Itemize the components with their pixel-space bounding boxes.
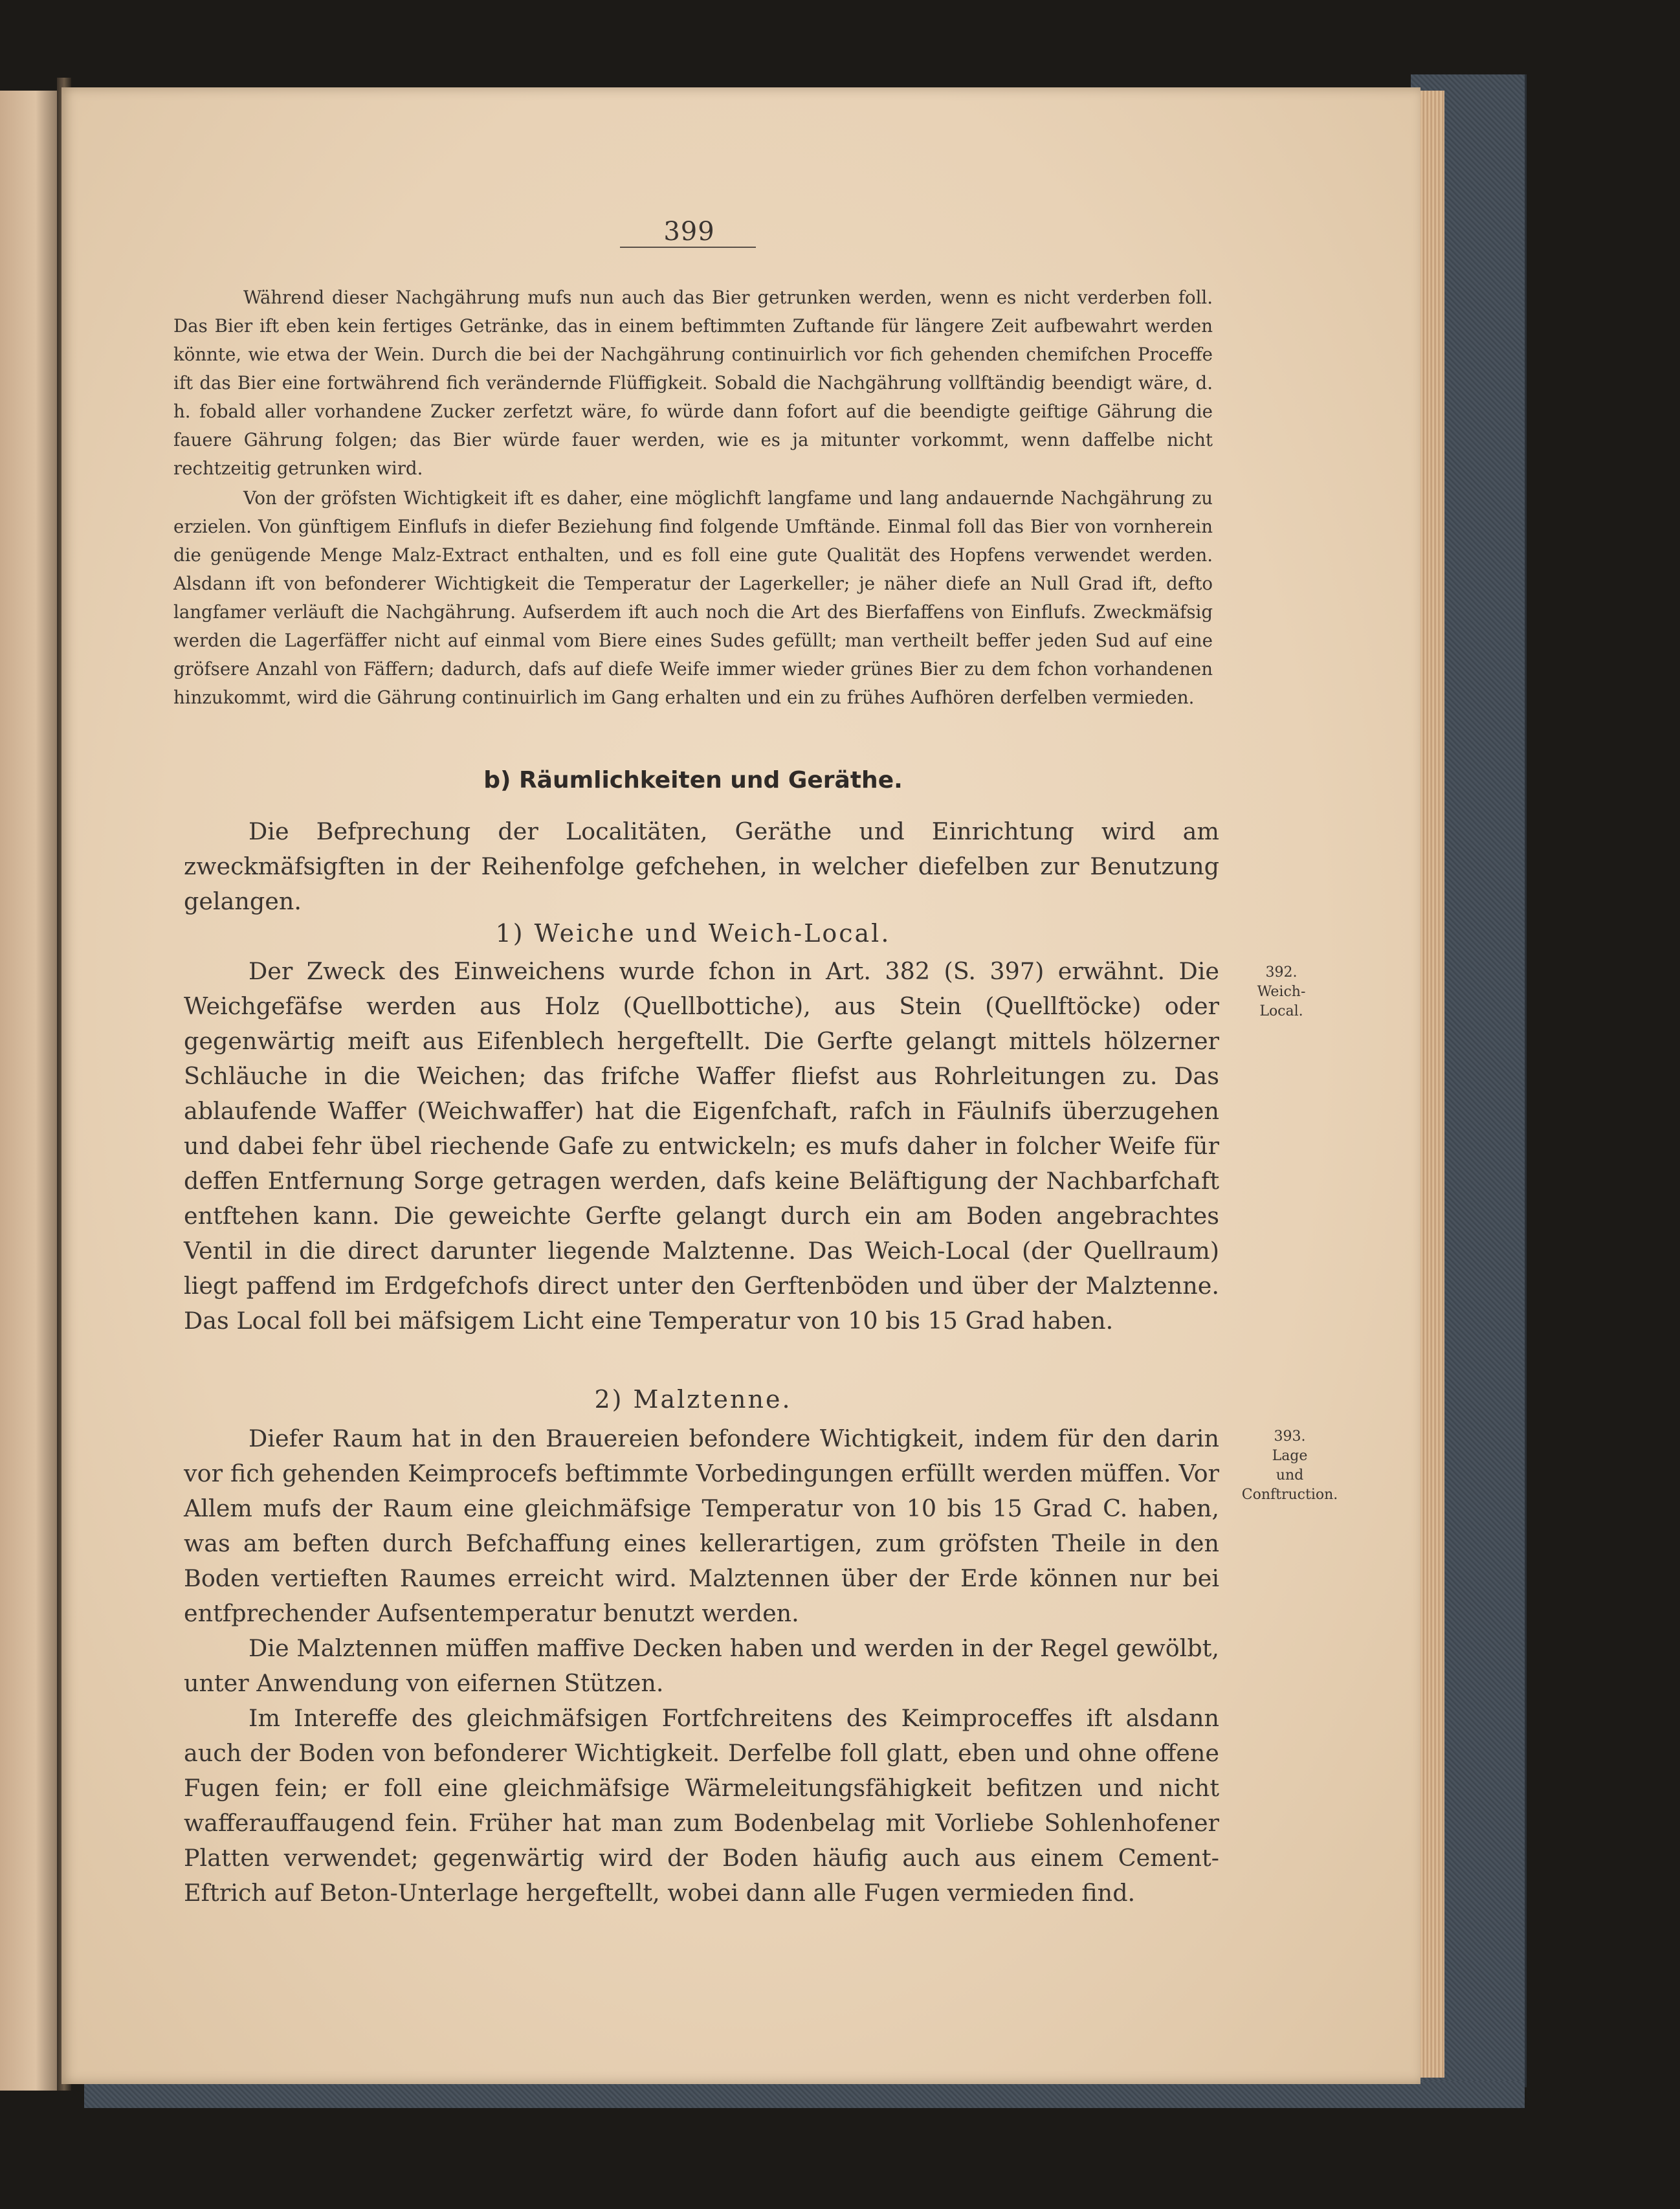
margin-note-line: Conftruction. (1241, 1487, 1338, 1503)
intro-block (184, 814, 1219, 919)
margin-note-line: und (1276, 1467, 1304, 1483)
small-text-block (173, 283, 1213, 483)
margin-note (1228, 1427, 1351, 1505)
paragraph: Die Malztennen müffen maffive Decken haben und werden in der Regel gewölbt, unter Anwendung von eifernen Stützen. (184, 1634, 1219, 1697)
paragraph: Die Befprechung der Localitäten, Geräthe und Einrichtung wird am zweckmäfsigften in der Reihenfolge gefchehen, in welcher diefelben zur Benutzung gelangen. (184, 817, 1219, 915)
margin-note-line: Lage (1272, 1448, 1308, 1464)
left-page-edge (0, 91, 60, 2091)
subsection-body (184, 1421, 1219, 1911)
subsection-heading: 2) Malztenne. (594, 1385, 792, 1414)
margin-note (1236, 963, 1327, 1021)
margin-note-line: 392. (1265, 964, 1298, 981)
subsection-heading: 1) Weiche und Weich-Local. (495, 919, 891, 948)
paragraph: Diefer Raum hat in den Brauereien befondere Wichtigkeit, indem für den darin vor fich gehenden Keimprocefs beftimmte Vorbedingungen erfüllt werden müffen. Vor Allem mufs der Raum eine gleichmäfsige Temperatur von 10 bis 15 Grad C. haben, was am beften durch Befchaffung eines kellerartigen, zum gröfsten Theile in den Boden vertieften Raumes erreicht wird. Malztennen über der Erde können nur bei entfprechender Aufsentemperatur benutzt werden. (184, 1425, 1219, 1627)
book-cover-bottom (84, 2081, 1525, 2108)
page-number-rule (620, 247, 756, 248)
paragraph: Während dieser Nachgährung mufs nun auch das Bier getrunken werden, wenn es nicht verderben foll. Das Bier ift eben kein fertiges Getränke, das in einem beftimmten Zuftande für längere Zeit aufbewahrt werden könnte, wie etwa der Wein. Durch die bei der Nachgährung continuirlich vor fich gehenden chemifchen Proceffe ift das Bier eine fortwährend fich verändernde Flüffigkeit. Sobald die Nachgährung vollftändig beendigt wäre, d. h. fobald aller vorhandene Zucker zerfetzt wäre, fo würde dann fofort auf die beendigte geiftige Gährung die fauere Gährung folgen; das Bier würde fauer werden, wie es ja mitunter vorkommt, wenn daffelbe nicht rechtzeitig getrunken wird. (173, 287, 1213, 479)
paragraph: Der Zweck des Einweichens wurde fchon in Art. 382 (S. 397) erwähnt. Die Weichgefäfse werden aus Holz (Quellbottiche), aus Stein (Quellftöcke) oder gegenwärtig meift aus Eifenblech hergeftellt. Die Gerfte gelangt mittels hölzerner Schläuche in die Weichen; das frifche Waffer fliefst aus Rohrleitungen zu. Das ablaufende Waffer (Weichwaffer) hat die Eigenfchaft, rafch in Fäulnifs überzugehen und dabei fehr übel riechende Gafe zu entwickeln; es mufs daher in folcher Weife für deffen Entfernung Sorge getragen werden, dafs keine Beläftigung der Nachbarfchaft entftehen kann. Die geweichte Gerfte gelangt durch ein am Boden angebrachtes Ventil in die direct darunter liegende Malztenne. Das Weich-Local (der Quellraum) liegt paffend im Erdgefchofs direct unter den Gerftenböden und über der Malztenne. Das Local foll bei mäfsigem Licht eine Temperatur von 10 bis 15 Grad haben. (184, 957, 1219, 1335)
paragraph: Im Intereffe des gleichmäfsigen Fortfchreitens des Keimproceffes ift alsdann auch der Boden von befonderer Wichtigkeit. Derfelbe foll glatt, eben und ohne offene Fugen fein; er foll eine gleichmäfsige Wärmeleitungsfähigkeit befitzen und nicht wafferauffaugend fein. Früher hat man zum Bodenbelag mit Vorliebe Sohlenhofener Platten verwendet; gegenwärtig wird der Boden häufig auch aus einem Cement-Eftrich auf Beton-Unterlage hergeftellt, wobei dann alle Fugen vermieden find. (184, 1704, 1219, 1907)
margin-note-line: Local. (1259, 1003, 1303, 1019)
margin-note-line: 393. (1274, 1428, 1306, 1445)
page-number: 399 (663, 217, 715, 247)
section-heading: b) Räumlichkeiten und Geräthe. (483, 767, 903, 794)
small-text-block (173, 484, 1213, 712)
margin-note-line: Weich- (1257, 984, 1306, 1000)
subsection-body (184, 954, 1219, 1338)
paragraph: Von der gröfsten Wichtigkeit ift es daher, eine möglichft langfame und lang andauernde Nachgährung zu erzielen. Von günftigem Einflufs in diefer Beziehung find folgende Umftände. Einmal foll das Bier von vornherein die genügende Menge Malz-Extract enthalten, und es foll eine gute Qualität des Hopfens verwendet werden. Alsdann ift von befonderer Wichtigkeit die Temperatur der Lagerkeller; je näher diefe an Null Grad ift, defto langfamer verläuft die Nachgährung. Aufserdem ift auch noch die Art des Bierfaffens von Einflufs. Zweckmäfsig werden die Lagerfäffer nicht auf einmal vom Biere eines Sudes gefüllt; man vertheilt beffer jeden Sud auf eine gröfsere Anzahl von Fäffern; dadurch, dafs auf diefe Weife immer wieder grünes Bier zu dem fchon vorhandenen hinzukommt, wird die Gährung continuirlich im Gang erhalten und ein zu frühes Aufhören derfelben vermieden. (173, 487, 1213, 708)
